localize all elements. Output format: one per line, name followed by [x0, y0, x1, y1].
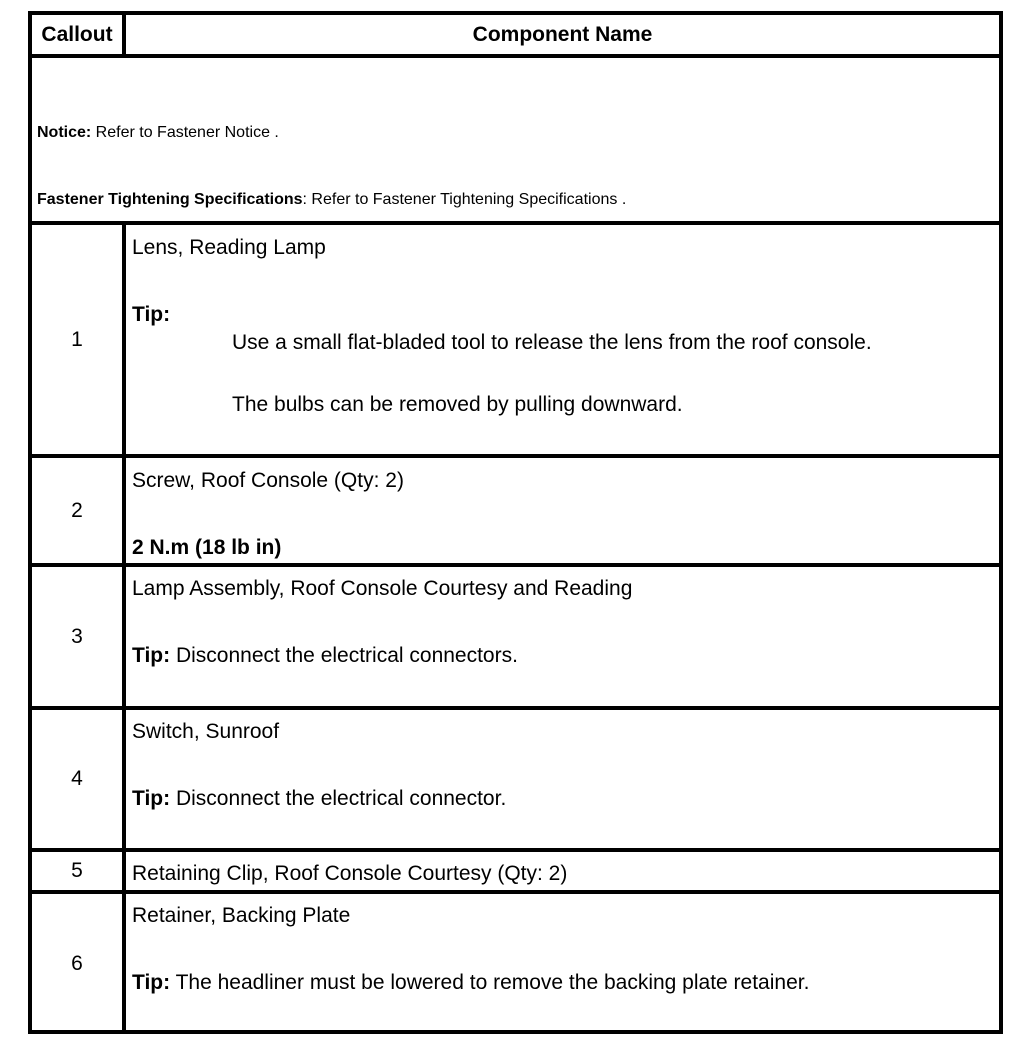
tip-text: Disconnect the electrical connector.: [170, 787, 507, 810]
tip-text: Disconnect the electrical connectors.: [170, 644, 518, 667]
notice-row: [32, 58, 999, 225]
fastener-spec-label: Fastener Tightening Specifications: [37, 191, 303, 208]
table-row: [32, 710, 999, 852]
component-cell: [126, 852, 999, 890]
component-cell: [126, 710, 999, 848]
component-name: Retainer, Backing Plate: [132, 904, 351, 927]
component-cell: [126, 225, 999, 454]
callout-number: 2: [32, 458, 126, 563]
tip-label: Tip:: [132, 971, 171, 994]
component-name: Screw, Roof Console (Qty: 2): [132, 469, 404, 492]
callout-number: 4: [32, 710, 126, 848]
table-row: [32, 894, 999, 1034]
callout-column-header: Callout: [32, 15, 126, 54]
tip-label: Tip:: [132, 787, 171, 810]
tip-text: The headliner must be lowered to remove the backing plate retainer.: [170, 971, 810, 994]
tip-line: [132, 645, 518, 666]
component-name: Retaining Clip, Roof Console Courtesy (Qty: 2): [132, 862, 568, 885]
table-row: [32, 567, 999, 710]
notice-text: Refer to Fastener Notice .: [91, 124, 279, 141]
table-row: [32, 458, 999, 567]
component-cell: [126, 458, 999, 563]
tip-label: Tip:: [132, 303, 171, 326]
component-table: [28, 11, 1003, 1034]
callout-number: 1: [32, 225, 126, 454]
tip-label: Tip:: [132, 644, 171, 667]
notice-label: Notice:: [37, 124, 92, 141]
tip-line: [132, 788, 506, 809]
callout-number: 3: [32, 567, 126, 706]
component-cell: [126, 567, 999, 706]
component-name: Lamp Assembly, Roof Console Courtesy and Reading: [132, 577, 633, 600]
component-name: Lens, Reading Lamp: [132, 236, 326, 259]
fastener-spec-line: [37, 192, 626, 208]
notice-line: [37, 125, 279, 141]
callout-number: 6: [32, 894, 126, 1034]
tip-line: [132, 972, 809, 993]
tip-text: The bulbs can be removed by pulling downward.: [232, 393, 683, 416]
table-row: [32, 225, 999, 458]
table-row: [32, 852, 999, 894]
component-name-column-header: Component Name: [472, 22, 653, 46]
component-cell: [126, 894, 999, 1034]
fastener-spec-text: : Refer to Fastener Tightening Specifications .: [302, 191, 627, 208]
component-name: Switch, Sunroof: [132, 720, 280, 743]
tip-text: Use a small flat-bladed tool to release the lens from the roof console.: [232, 331, 872, 354]
table-header-row: [32, 15, 999, 58]
torque-spec: 2 N.m (18 lb in): [132, 536, 282, 559]
callout-number: 5: [32, 852, 126, 890]
